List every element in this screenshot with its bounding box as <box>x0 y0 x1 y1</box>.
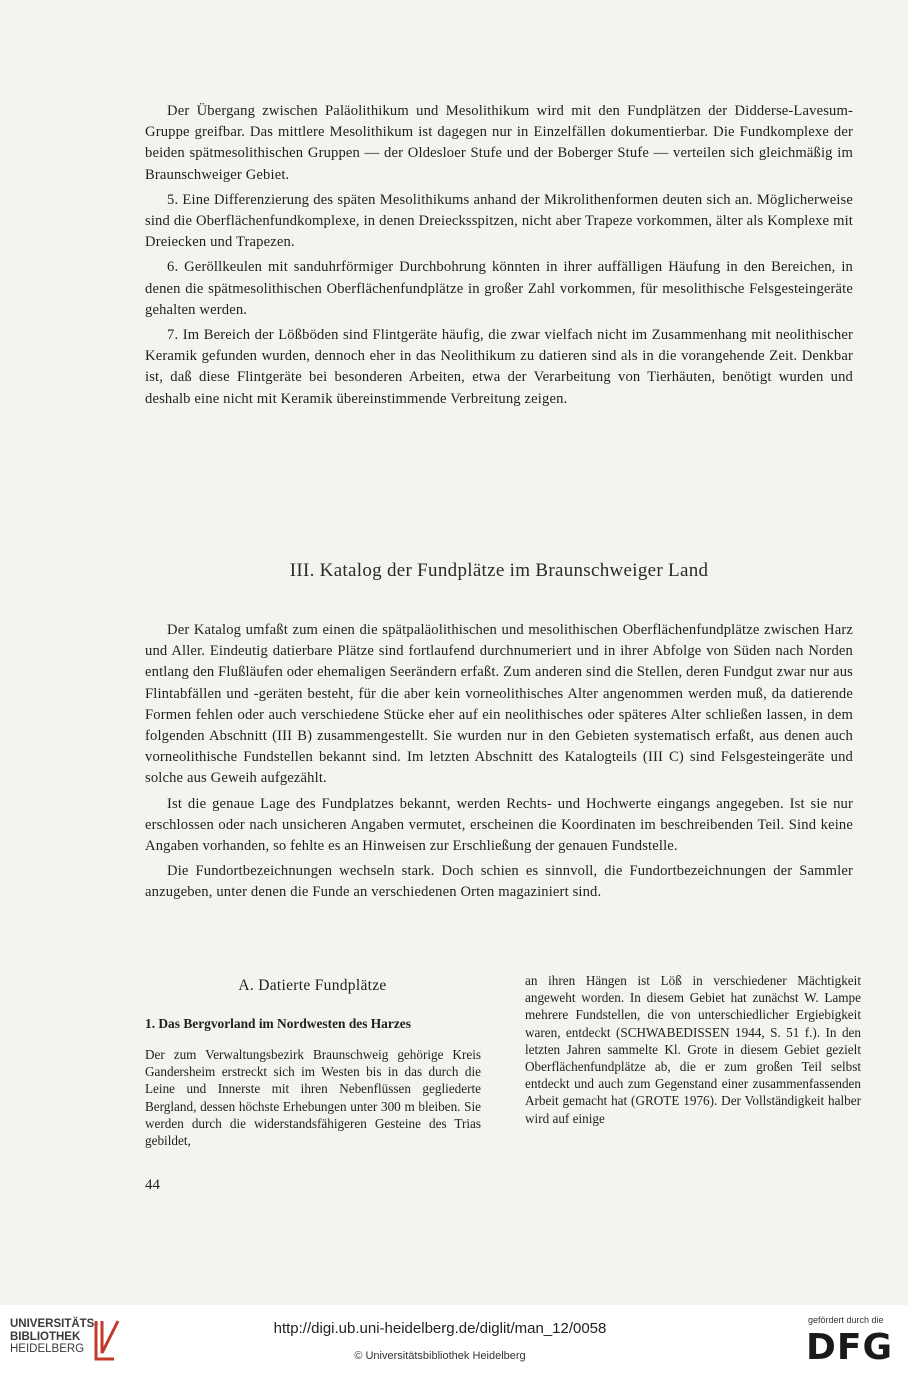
paragraph-point-6: 6. Geröllkeulen mit sanduhrförmiger Durchbohrung könnten in ihrer auffälligen Häufung in den Bereichen, in denen die spätmesolithischen Oberflächenfundplätze in großer Zahl vorkommen, für mesolithische Felsgesteingeräte gehalten werden. <box>145 259 853 318</box>
funding-note: gefördert durch die <box>808 1315 884 1325</box>
library-logo-text <box>10 1318 98 1356</box>
subheading-region-1: 1. Das Bergvorland im Nordwesten des Harzes <box>145 1016 411 1031</box>
intro-text <box>145 101 853 410</box>
library-name-line3: HEIDELBERG <box>10 1343 85 1355</box>
paragraph-point-7: 7. Im Bereich der Lößböden sind Flintgeräte häufig, die zwar vielfach nicht im Zusammenhang mit neolithischer Keramik gefunden wurden, dennoch eher in das Neolithikum zu datieren sind als in die vorangehende Zeit. Denkbar ist, daß diese Flintgeräte bei besonderen Arbeiten, etwa der Verarbeitung von Tierhäuten, benötigt wurden und deshalb eine nicht mit Keramik übereinstimmende Verbreitung zeigen. <box>145 327 853 407</box>
catalog-intro-text <box>145 620 853 904</box>
paragraph-catalog-scope: Der Katalog umfaßt zum einen die spätpaläolithischen und mesolithischen Oberflächenfundplätze zwischen Harz und Aller. Eindeutig datierbare Plätze sind fortlaufend durchnumeriert und in ihrer Abfolge von Süden nach Norden entlang den Flußläufen oder ehemaligen Seerändern erfaßt. Zum anderen sind die Stellen, deren Fundgut zwar nur aus Flintabfällen und -geräten besteht, für die aber kein vorneolithisches Alter angenommen werden muß, da datierende Formen fehlen oder auch verschiedene Stücke eher auf ein neolithisches oder späteres Alter schließen lassen, in dem folgenden Abschnitt (III B) zusammengestellt. Sie wurden nur in den Gebieten systematisch erfaßt, aus denen auch vorneolithische Fundstellen bekannt sind. Im letzten Abschnitt des Katalogteils (III C) sind Felsgesteingeräte und solche aus Geweih aufgezählt. <box>145 622 853 787</box>
left-column-text: Der zum Verwaltungsbezirk Braunschweig gehörige Kreis Gandersheim erstreckt sich im Westen bis in das durch die Leine und Innerste mit ihren Nebenflüssen gegliederte Bergland, dessen höchste Erhebungen unter 300 m bleiben. Sie werden durch die widerstandsfähigeren Gesteine des Trias gebildet, <box>145 1047 481 1149</box>
copyright-notice: © Universitätsbibliothek Heidelberg <box>354 1350 526 1362</box>
viewer-footer <box>0 1305 908 1374</box>
right-column <box>525 972 861 1127</box>
page-number: 44 <box>145 1177 160 1193</box>
paragraph-site-names: Die Fundortbezeichnungen wechseln stark. Doch schien es sinnvoll, die Fundortbezeichnungen der Sammler anzugeben, unter denen die Funde an verschiedenen Orten magaziniert sind. <box>145 863 853 901</box>
paragraph-transition: Der Übergang zwischen Paläolithikum und Mesolithikum wird mit den Fundplätzen der Didderse-Lavesum-Gruppe greifbar. Das mittlere Mesolithikum ist dagegen nur in Einzelfällen dokumentierbar. Die Fundkomplexe der beiden spätmesolithischen Gruppen — der Oldesloer Stufe und der Boberger Stufe — verteilen sich gleichmäßig im Braunschweiger Gebiet. <box>145 103 853 183</box>
library-name-line1: UNIVERSITÄTS- <box>10 1318 99 1330</box>
permalink-url[interactable]: http://digi.ub.uni-heidelberg.de/diglit/man_12/0058 <box>273 1320 607 1337</box>
right-column-text: an ihren Hängen ist Löß in verschiedener Mächtigkeit angeweht worden. In diesem Gebiet hat zunächst W. Lampe mehrere Fundstellen, die von unterschiedlicher Ergiebigkeit waren, entdeckt (SCHWABEDISSEN 1944, S. 51 f.). In den letzten Jahren sammelte Kl. Grote in diesem Gebiet gezielt Oberflächenfundplätze ab, die er zum großen Teil selbst entdeckt und auch zum Gegenstand einer zusammenfassenden Arbeit gemacht hat (GROTE 1976). Der Vollständigkeit halber wird auf einige <box>525 973 861 1126</box>
dfg-logo: DFG <box>806 1327 894 1368</box>
library-logo-icon <box>90 1317 120 1363</box>
subheading-dated-sites: A. Datierte Fundplätze <box>238 977 387 994</box>
left-column <box>145 1046 481 1149</box>
section-heading: III. Katalog der Fundplätze im Braunschweiger Land <box>289 560 709 581</box>
library-name-line2: BIBLIOTHEK <box>10 1330 81 1343</box>
paragraph-point-5: 5. Eine Differenzierung des späten Mesolithikums anhand der Mikrolithenformen deuten sich an. Möglicherweise sind die Oberflächenfundkomplexe, in denen Dreiecksspitzen, nicht aber Trapeze vorkommen, älter als Komplexe mit Dreiecken und Trapezen. <box>145 191 853 251</box>
paragraph-coordinates: Ist die genaue Lage des Fundplatzes bekannt, werden Rechts- und Hochwerte eingangs angegeben. Ist sie nur erschlossen oder nach unsicheren Angaben vermutet, erscheinen die Koordinaten im beschreibenden Teil. Sind keine Angaben vorhanden, so fehlte es an Hinweisen zur Erschließung der genauen Fundstelle. <box>145 795 853 855</box>
